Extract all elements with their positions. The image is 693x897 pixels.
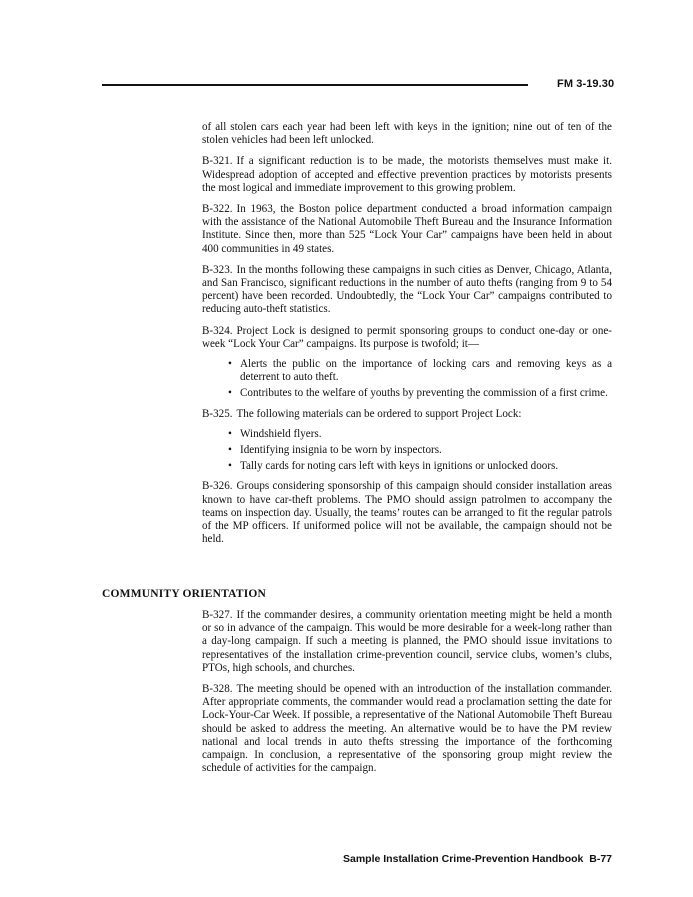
paragraph-b323: [202, 264, 612, 317]
paragraph-number: B-321.: [202, 155, 233, 168]
paragraph-b324: [202, 325, 612, 351]
paragraph-b328: [202, 683, 612, 775]
paragraph-number: B-324.: [202, 324, 233, 337]
paragraph-text: The following materials can be ordered to support Project Lock:: [236, 407, 522, 420]
paragraph-b325: [202, 408, 612, 421]
paragraph-number: B-323.: [202, 263, 233, 276]
paragraph-b321: [202, 155, 612, 195]
paragraph-number: B-322.: [202, 203, 233, 216]
purpose-bullet-list: [202, 358, 612, 401]
header-rule: [102, 84, 528, 86]
paragraph-text: If a significant reduction is to be made, the motorists themselves must make it. Widespread adoption of accepted and effective prevention practices by motorists presents the most logical and immediate improvement to this growing problem.: [202, 155, 612, 194]
paragraph-text: In the months following these campaigns in such cities as Denver, Chicago, Atlanta, and San Francisco, significant reductions in the number of auto thefts (ranging from 9 to 54 percent) have been recorded. Undoubtedly, the “Lock Your Car” campaigns contributed to reducing auto-theft statistics.: [202, 263, 612, 316]
paragraph-text: If the commander desires, a community orientation meeting might be held a month or so in advance of the campaign. This would be more desirable for a week-long rather than a day-long campaign. If such a meeting is planned, the PMO should issue invitations to representatives of the installation crime-prevention council, service clubs, women’s clubs, PTOs, high schools, and churches.: [202, 609, 612, 674]
document-code: FM 3-19.30: [557, 78, 615, 90]
intro-paragraph: of all stolen cars each year had been left with keys in the ignition; nine out of ten of the stolen vehicles had been left unlocked.: [202, 121, 612, 147]
bullet-item: • Windshield flyers.: [240, 428, 612, 441]
paragraph-text: In 1963, the Boston police department conducted a broad information campaign with the assistance of the National Automobile Theft Bureau and the Insurance Information Institute. Since then, more than 525 “Lock Your Car” campaigns have been held in about 400 communities in 49 states.: [202, 203, 612, 255]
footer-title: Sample Installation Crime-Prevention Handbook: [343, 853, 584, 865]
bullet-item: • Tally cards for noting cars left with keys in ignitions or unlocked doors.: [240, 460, 612, 473]
materials-bullet-list: [202, 428, 612, 474]
paragraph-text: The meeting should be opened with an introduction of the installation commander. After appropriate comments, the commander would read a proclamation setting the date for Lock-Your-Car Week. If possible, a representative of the National Automobile Theft Bureau should be asked to address the meeting. An alternative would be to have the PM review national and local trends in auto thefts stressing the importance of the forthcoming campaign. In conclusion, a representative of the sponsoring group might review the schedule of activities for the campaign.: [202, 683, 612, 775]
paragraph-text: Project Lock is designed to permit sponsoring groups to conduct one-day or one-week “Lock Your Car” campaigns. Its purpose is twofold; it—: [202, 324, 612, 350]
paragraph-b322: [202, 203, 612, 256]
paragraph-number: B-327.: [202, 609, 233, 621]
paragraph-text: Groups considering sponsorship of this campaign should consider installation areas known to have car-theft problems. The PMO should assign patrolmen to accompany the teams on inspection day. Usually, the teams’ routes can be arranged to fit the regular patrols of the MP officers. If uniformed police will not be available, the campaign should not be held.: [202, 480, 612, 546]
body-column: [202, 121, 612, 554]
paragraph-number: B-326.: [202, 480, 233, 493]
section-heading: COMMUNITY ORIENTATION: [102, 588, 267, 600]
paragraph-b327: [202, 609, 612, 675]
bullet-item: • Contributes to the welfare of youths by preventing the commission of a first crime.: [240, 387, 612, 400]
paragraph-number: B-328.: [202, 683, 233, 696]
page-footer: [300, 853, 612, 865]
bullet-item: • Alerts the public on the importance of locking cars and removing keys as a deterrent to auto theft.: [240, 358, 612, 384]
paragraph-b326: [202, 480, 612, 546]
page-number: B-77: [589, 853, 612, 865]
section-body-column: [202, 609, 612, 783]
bullet-item: • Identifying insignia to be worn by inspectors.: [240, 444, 612, 457]
paragraph-number: B-325.: [202, 407, 233, 420]
